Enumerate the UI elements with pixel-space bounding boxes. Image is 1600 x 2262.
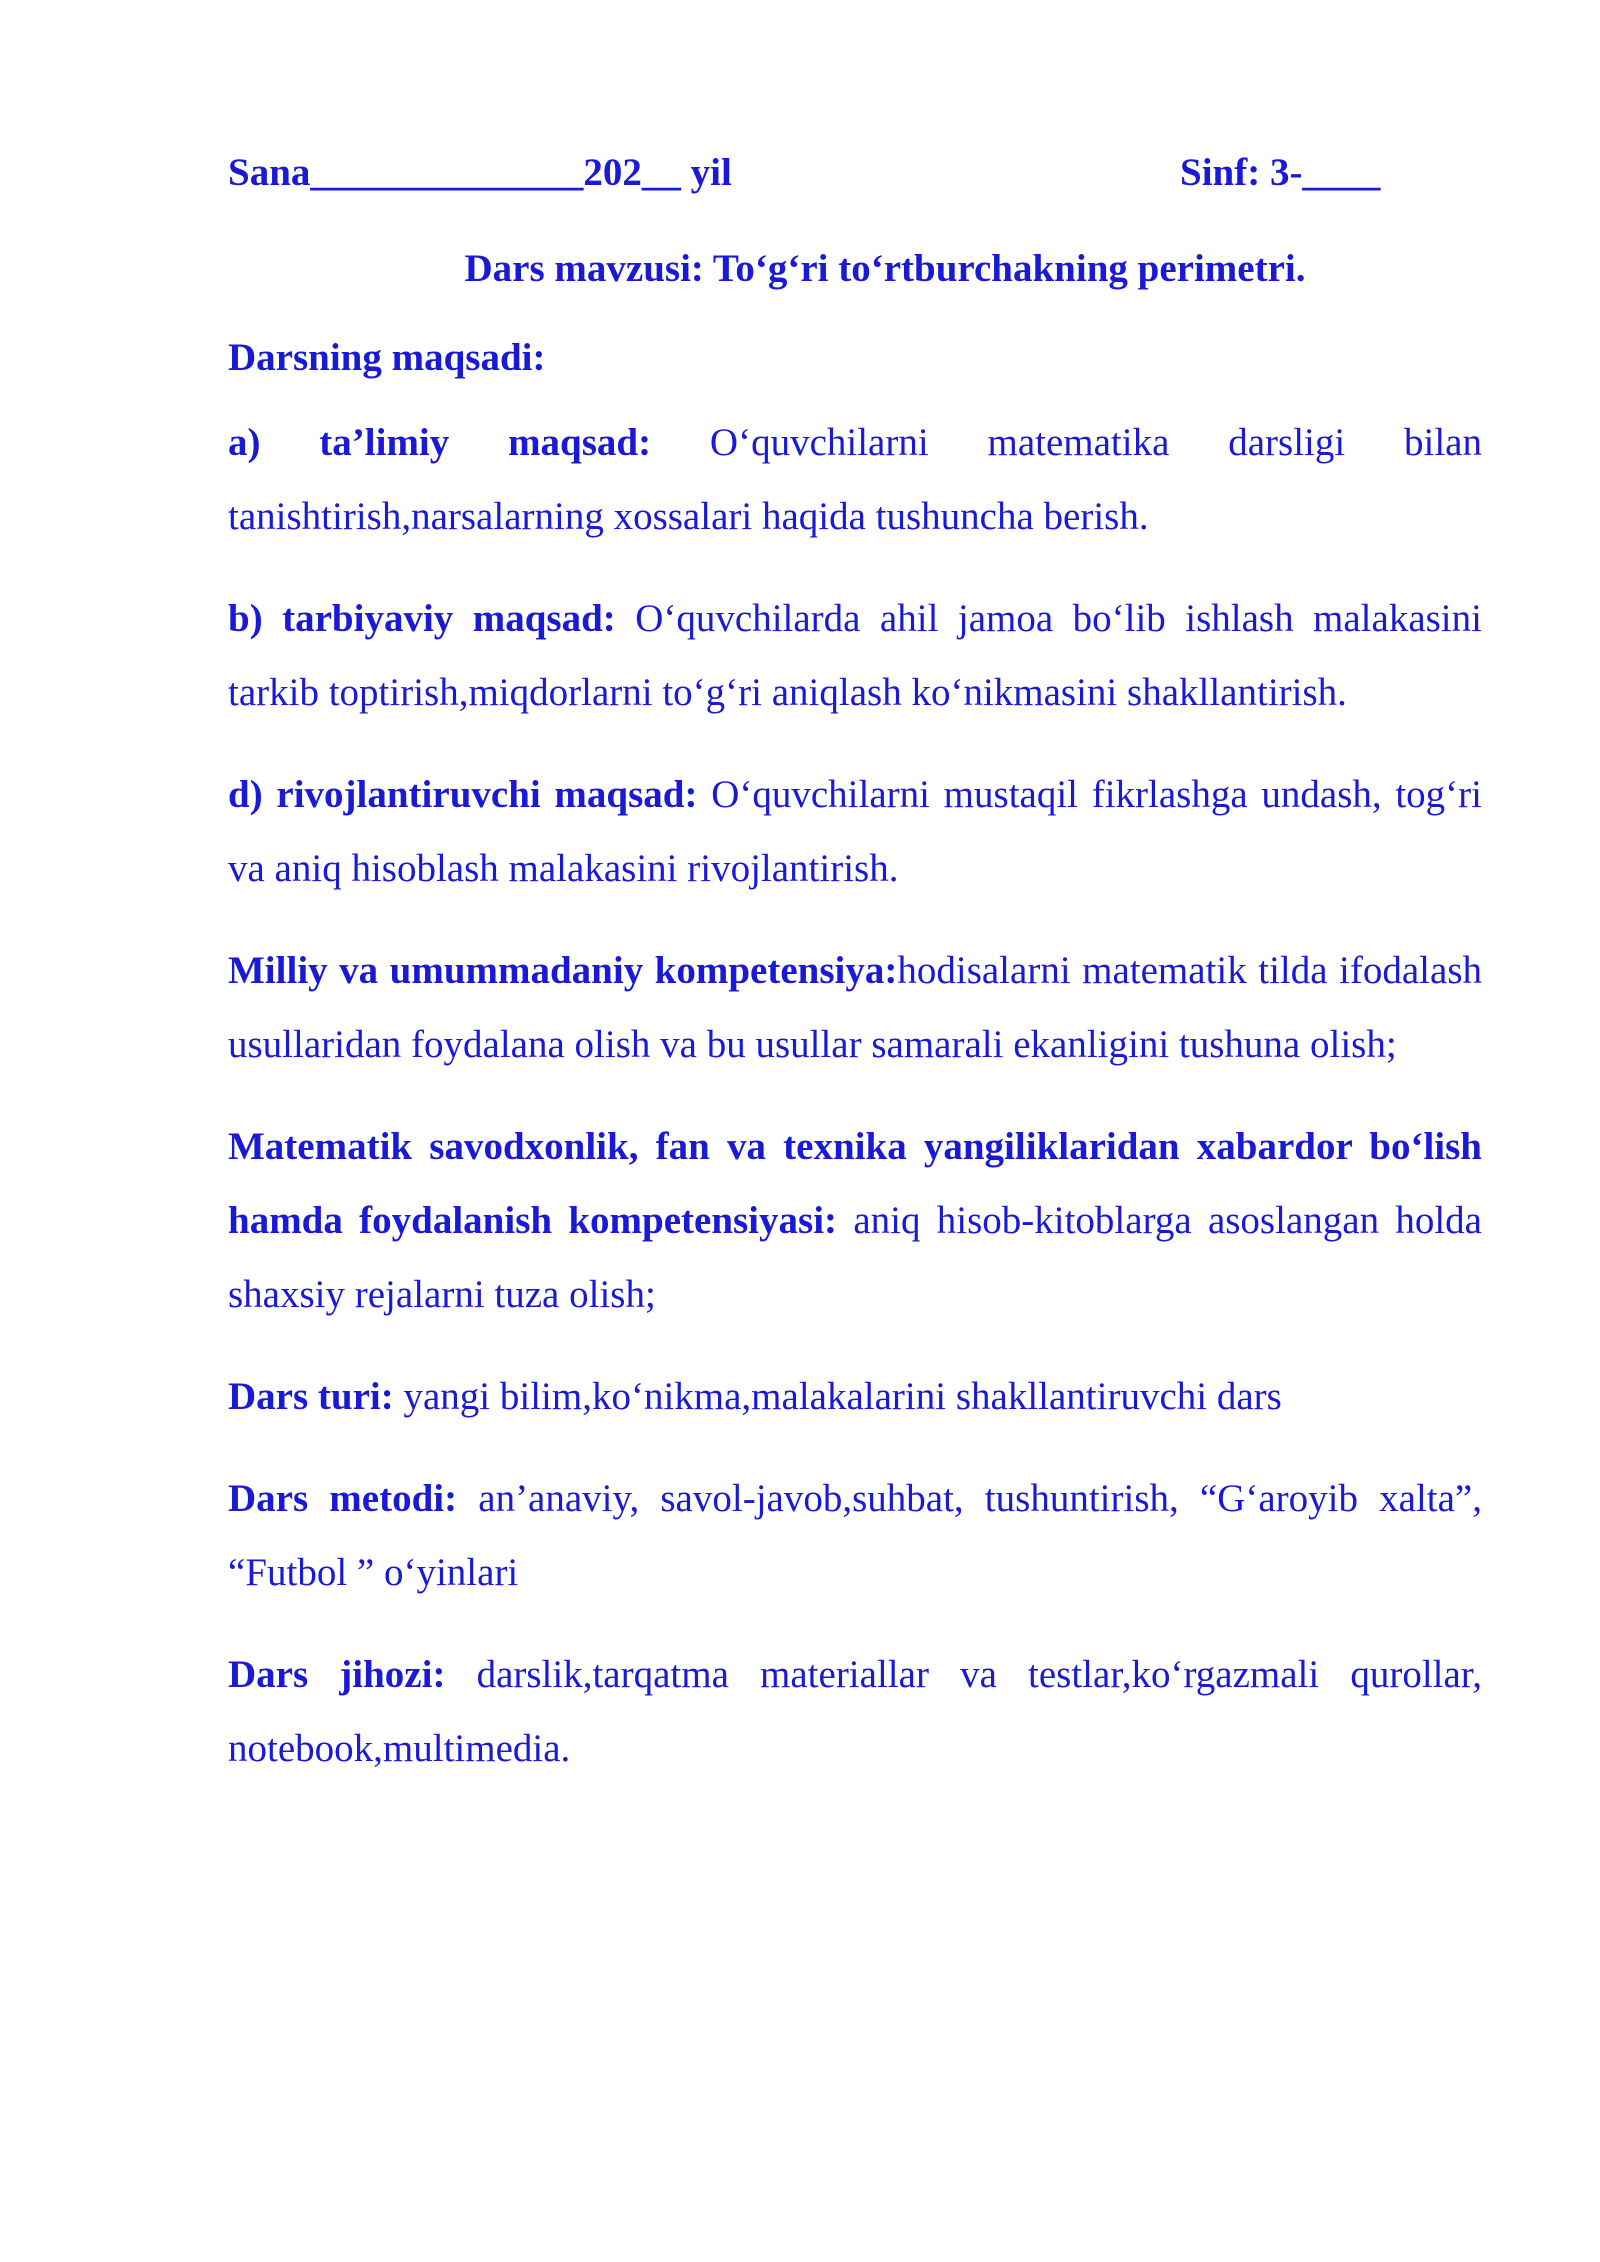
lesson-topic: Dars mavzusi: To‘g‘ri to‘rtburchakning perimetri.: [464, 247, 1306, 290]
paragraph-label: Dars jihozi:: [228, 1653, 446, 1696]
header-line: [228, 150, 1482, 210]
paragraph-developmental-goal: [228, 758, 1482, 906]
paragraph-lesson-type: [228, 1360, 1482, 1434]
paragraph-math-literacy-competence: [228, 1110, 1482, 1332]
paragraph-educational-goal: [228, 406, 1482, 554]
paragraph-text: hodisalarni matematik tilda ifodalash usullaridan foydalana olish va bu usullar samarali ekanligini tushuna olish;: [228, 949, 1483, 1066]
paragraph-text: aniq hisob-kitoblarga asoslangan holda shaxsiy rejalarni tuza olish;: [228, 1199, 1482, 1316]
document-page: [228, 150, 1482, 1786]
paragraph-label: Matematik savodxonlik, fan va texnika yangiliklaridan xabardor bo‘lish hamda foydalanish kompetensiyasi:: [228, 1125, 1482, 1242]
class-line: Sinf: 3-____: [1180, 151, 1381, 194]
paragraph-label: Dars metodi:: [228, 1477, 458, 1520]
paragraph-label: d) rivojlantiruvchi maqsad:: [228, 773, 698, 816]
paragraph-text: darslik,tarqatma materiallar va testlar,ko‘rgazmali qurollar, notebook,multimedia.: [228, 1653, 1482, 1770]
paragraph-text: O‘quvchilarni matematika darsligi bilan tanishtirish,narsalarning xossalari haqida tushuncha berish.: [228, 421, 1482, 538]
paragraph-upbringing-goal: [228, 582, 1482, 730]
paragraph-label: Milliy va umummadaniy kompetensiya:: [228, 949, 898, 992]
paragraph-label: Dars turi:: [228, 1375, 394, 1418]
paragraph-lesson-equipment: [228, 1638, 1482, 1786]
paragraph-text: O‘quvchilarni mustaqil fikrlashga undash, tog‘ri va aniq hisoblash malakasini rivojlantirish.: [228, 773, 1482, 890]
paragraph-text: an’anaviy, savol-javob,suhbat, tushuntirish, “G‘aroyib xalta”, “Futbol ” o‘yinlari: [228, 1477, 1482, 1594]
paragraph-text: O‘quvchilarda ahil jamoa bo‘lib ishlash malakasini tarkib toptirish,miqdorlarni to‘g‘ri aniqlash ko‘nikmasini shakllantirish.: [228, 597, 1482, 714]
paragraph-lesson-method: [228, 1462, 1482, 1610]
paragraph-cultural-competence: [228, 934, 1482, 1082]
goals-heading: Darsning maqsadi:: [228, 336, 546, 379]
date-line: Sana______________202__ yil: [228, 151, 732, 194]
paragraph-label: b) tarbiyaviy maqsad:: [228, 597, 616, 640]
paragraph-label: a) ta’limiy maqsad:: [228, 421, 652, 464]
paragraph-text: yangi bilim,ko‘nikma,malakalarini shakllantiruvchi dars: [393, 1375, 1282, 1418]
